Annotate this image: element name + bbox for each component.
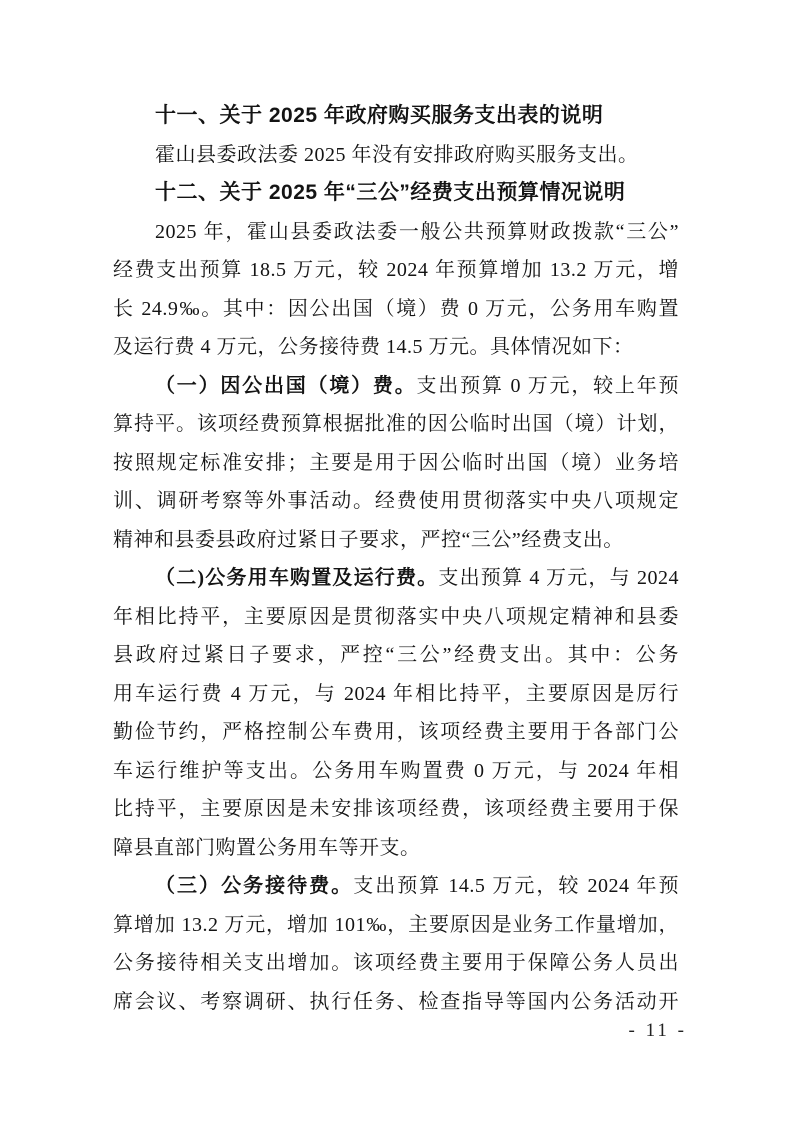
body-text: 席会议、考察调研、执行任务、检查指导等国内公务活动开	[113, 990, 679, 1013]
body-text: 支出预算 14.5 万元，较 2024 年预	[353, 875, 680, 897]
paragraph-lead-bold: （二)公务用车购置及运行费。	[155, 567, 439, 589]
text-line	[113, 213, 679, 252]
text-line	[113, 636, 679, 675]
text-line	[113, 906, 679, 945]
body-text: 按照规定标准安排；主要是用于因公临时出国（境）业务培	[113, 451, 679, 474]
text-line	[113, 482, 679, 521]
text-line	[113, 752, 679, 791]
text-line	[113, 598, 679, 637]
text-line	[113, 521, 679, 560]
section-heading-twelve	[113, 174, 679, 213]
body-text: 车运行维护等支出。公务用车购置费 0 万元，与 2024 年相	[113, 759, 679, 782]
heading-text: 十一、关于 2025 年政府购买服务支出表的说明	[155, 104, 604, 127]
heading-text: 十二、关于 2025 年“三公”经费支出预算情况说明	[155, 181, 626, 204]
document-body	[113, 97, 679, 1021]
text-line	[113, 675, 679, 714]
text-line	[113, 251, 679, 290]
text-line	[113, 829, 679, 868]
text-line	[113, 983, 679, 1022]
body-text: 精神和县委县政府过紧日子要求，严控“三公”经费支出。	[113, 528, 624, 551]
body-text: 用车运行费 4 万元，与 2024 年相比持平，主要原因是厉行	[113, 682, 679, 705]
body-text: 算持平。该项经费预算根据批准的因公临时出国（境）计划，	[113, 413, 679, 435]
body-text: 支出预算 4 万元，与 2024	[438, 567, 679, 589]
body-text: 算增加 13.2 万元，增加 101‰，主要原因是业务工作量增加，	[113, 913, 679, 936]
text-line	[113, 944, 679, 983]
body-text: 比持平，主要原因是未安排该项经费，该项经费主要用于保	[113, 798, 679, 820]
body-text: 障县直部门购置公务用车等开支。	[113, 836, 421, 859]
text-line	[113, 867, 679, 906]
body-text: 支出预算 0 万元，较上年预	[416, 374, 679, 397]
text-line	[113, 290, 679, 329]
paragraph-lead-bold: （一）因公出国（境）费。	[155, 374, 417, 397]
text-line	[113, 559, 679, 598]
body-text: 经费支出预算 18.5 万元，较 2024 年预算增加 13.2 万元，增	[113, 259, 679, 281]
body-text: 霍山县委政法委 2025 年没有安排政府购买服务支出。	[155, 143, 639, 166]
body-text: 及运行费 4 万元，公务接待费 14.5 万元。具体情况如下：	[113, 336, 634, 358]
text-line	[113, 405, 679, 444]
text-line	[113, 367, 679, 406]
text-line	[113, 713, 679, 752]
body-text: 勤俭节约，严格控制公车费用，该项经费主要用于各部门公	[113, 721, 679, 743]
body-text: 县政府过紧日子要求，严控“三公”经费支出。其中：公务	[113, 644, 679, 666]
text-line	[113, 790, 679, 829]
body-text: 长 24.9‰。其中：因公出国（境）费 0 万元，公务用车购置	[113, 297, 679, 320]
text-line	[113, 136, 679, 175]
body-text: 公务接待相关支出增加。该项经费主要用于保障公务人员出	[113, 952, 679, 974]
paragraph-lead-bold: （三）公务接待费。	[155, 875, 354, 897]
body-text: 年相比持平，主要原因是贯彻落实中央八项规定精神和县委	[113, 605, 679, 628]
text-line	[113, 444, 679, 483]
page-number: - 11 -	[628, 1020, 687, 1041]
body-text: 训、调研考察等外事活动。经费使用贯彻落实中央八项规定	[113, 490, 679, 512]
section-heading-eleven	[113, 97, 679, 136]
body-text: 2025 年，霍山县委政法委一般公共预算财政拨款“三公”	[155, 220, 679, 243]
text-line	[113, 328, 679, 367]
